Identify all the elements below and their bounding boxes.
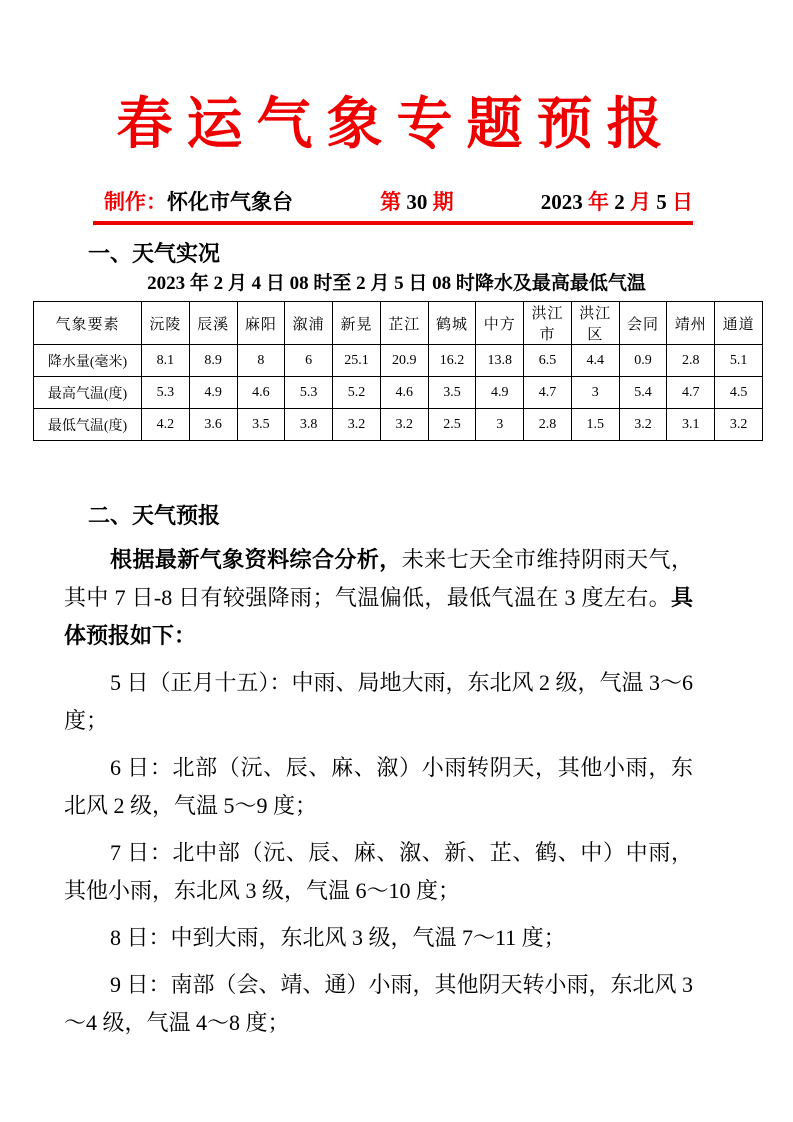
intro-bold-lead: 根据最新气象资料综合分析， bbox=[110, 547, 402, 573]
table-value-cell: 5.4 bbox=[619, 377, 667, 409]
date-day-unit: 日 bbox=[672, 190, 693, 215]
table-value-cell: 4.6 bbox=[237, 377, 285, 409]
forecast-intro-paragraph bbox=[64, 541, 693, 655]
table-value-cell: 3 bbox=[571, 377, 619, 409]
table-value-cell: 2.8 bbox=[524, 409, 572, 441]
table-value-cell: 5.2 bbox=[333, 377, 381, 409]
table-value-cell: 4.2 bbox=[142, 409, 190, 441]
producer-label: 制作： bbox=[104, 190, 167, 215]
table-value-cell: 5.3 bbox=[285, 377, 333, 409]
table-value-cell: 3.2 bbox=[715, 409, 763, 441]
table-value-cell: 1.5 bbox=[571, 409, 619, 441]
forecast-paragraph-day9: 9 日：南部（会、靖、通）小雨，其他阴天转小雨，东北风 3～4 级，气温 4～8 度； bbox=[64, 972, 694, 1036]
forecast-paragraph-day8: 8 日：中到大雨，东北风 3 级，气温 7～11 度； bbox=[110, 925, 566, 951]
table-value-cell: 5.3 bbox=[142, 377, 190, 409]
table-value-cell: 6 bbox=[285, 345, 333, 377]
date-year: 2023 bbox=[540, 190, 588, 215]
table-value-cell: 4.5 bbox=[715, 377, 763, 409]
table-header-cell: 会同 bbox=[619, 302, 667, 345]
table-value-cell: 8 bbox=[237, 345, 285, 377]
table-header-cell: 沅陵 bbox=[142, 302, 190, 345]
issue-prefix: 第 bbox=[380, 190, 402, 215]
table-value-cell: 3.2 bbox=[380, 409, 428, 441]
table-value-cell: 13.8 bbox=[476, 345, 524, 377]
weather-observation-table bbox=[33, 301, 763, 441]
table-value-cell: 8.9 bbox=[189, 345, 237, 377]
table-header-cell: 溆浦 bbox=[285, 302, 333, 345]
table-value-cell: 5.1 bbox=[715, 345, 763, 377]
section1-heading: 一、天气实况 bbox=[88, 241, 221, 267]
table-value-cell: 3 bbox=[476, 409, 524, 441]
table-header-cell: 鹤城 bbox=[428, 302, 476, 345]
table-header-cell: 通道 bbox=[715, 302, 763, 345]
date-day: 5 bbox=[651, 190, 672, 215]
table-header-cell: 中方 bbox=[476, 302, 524, 345]
document-title: 春运气象专题预报 bbox=[116, 94, 677, 156]
producer-field bbox=[104, 189, 293, 215]
table-header-cell: 新晃 bbox=[333, 302, 381, 345]
table-value-cell: 4.4 bbox=[571, 345, 619, 377]
table-row-label: 最低气温(度) bbox=[34, 409, 142, 441]
table-header-cell: 洪江市 bbox=[524, 302, 572, 345]
forecast-paragraph-day5: 5 日（正月十五）：中雨、局地大雨，东北风 2 级，气温 3～6 度； bbox=[64, 670, 694, 734]
document-meta-row bbox=[104, 189, 693, 215]
date-year-unit: 年 bbox=[588, 190, 609, 215]
table-value-cell: 6.5 bbox=[524, 345, 572, 377]
table-header-cell: 洪江区 bbox=[571, 302, 619, 345]
weather-table-caption: 2023 年 2 月 4 日 08 时至 2 月 5 日 08 时降水及最高最低气温 bbox=[147, 273, 646, 295]
intro-bold-tail: 具体预报如下： bbox=[64, 585, 693, 649]
table-row bbox=[34, 409, 763, 441]
table-value-cell: 3.2 bbox=[333, 409, 381, 441]
table-header-row bbox=[34, 302, 763, 345]
table-header-cell: 靖州 bbox=[667, 302, 715, 345]
date-field bbox=[541, 189, 693, 215]
table-value-cell: 4.9 bbox=[476, 377, 524, 409]
table-row bbox=[34, 345, 763, 377]
table-body bbox=[34, 345, 763, 441]
table-value-cell: 2.8 bbox=[667, 345, 715, 377]
table-value-cell: 4.7 bbox=[524, 377, 572, 409]
table-value-cell: 3.2 bbox=[619, 409, 667, 441]
table-value-cell: 0.9 bbox=[619, 345, 667, 377]
table-value-cell: 16.2 bbox=[428, 345, 476, 377]
producer-value: 怀化市气象台 bbox=[167, 190, 293, 215]
table-value-cell: 4.9 bbox=[189, 377, 237, 409]
forecast-body bbox=[64, 541, 693, 1042]
table-value-cell: 3.1 bbox=[667, 409, 715, 441]
table-value-cell: 3.6 bbox=[189, 409, 237, 441]
table-header-cell: 麻阳 bbox=[237, 302, 285, 345]
issue-number: 30 bbox=[401, 190, 433, 215]
issue-suffix: 期 bbox=[432, 190, 454, 215]
table-row-label: 降水量(毫米) bbox=[34, 345, 142, 377]
date-month-unit: 月 bbox=[630, 190, 651, 215]
forecast-paragraph-day6: 6 日：北部（沅、辰、麻、溆）小雨转阴天，其他小雨，东北风 2 级，气温 5～9 度； bbox=[64, 755, 693, 819]
table-value-cell: 3.5 bbox=[428, 377, 476, 409]
table-value-cell: 2.5 bbox=[428, 409, 476, 441]
date-month: 2 bbox=[609, 190, 630, 215]
table-value-cell: 8.1 bbox=[142, 345, 190, 377]
table-value-cell: 3.5 bbox=[237, 409, 285, 441]
table-header-cell: 辰溪 bbox=[189, 302, 237, 345]
table-corner-header-cell: 气象要素 bbox=[34, 302, 142, 345]
table-value-cell: 4.7 bbox=[667, 377, 715, 409]
table-row bbox=[34, 377, 763, 409]
intro-regular: 未来七天全市维持阴雨天气，其中 7 日-8 日有较强降雨；气温偏低，最低气温在 3 度左右。 bbox=[64, 547, 693, 611]
table-row-label: 最高气温(度) bbox=[34, 377, 142, 409]
table-value-cell: 4.6 bbox=[380, 377, 428, 409]
section2-heading: 二、天气预报 bbox=[88, 503, 221, 529]
table-value-cell: 3.8 bbox=[285, 409, 333, 441]
issue-field bbox=[380, 189, 454, 215]
red-divider-rule bbox=[93, 221, 693, 225]
forecast-paragraph-day7: 7 日：北中部（沅、辰、麻、溆、新、芷、鹤、中）中雨，其他小雨，东北风 3 级，气温 6～10 度； bbox=[64, 840, 693, 904]
table-value-cell: 20.9 bbox=[380, 345, 428, 377]
table-header-cell: 芷江 bbox=[380, 302, 428, 345]
table-value-cell: 25.1 bbox=[333, 345, 381, 377]
